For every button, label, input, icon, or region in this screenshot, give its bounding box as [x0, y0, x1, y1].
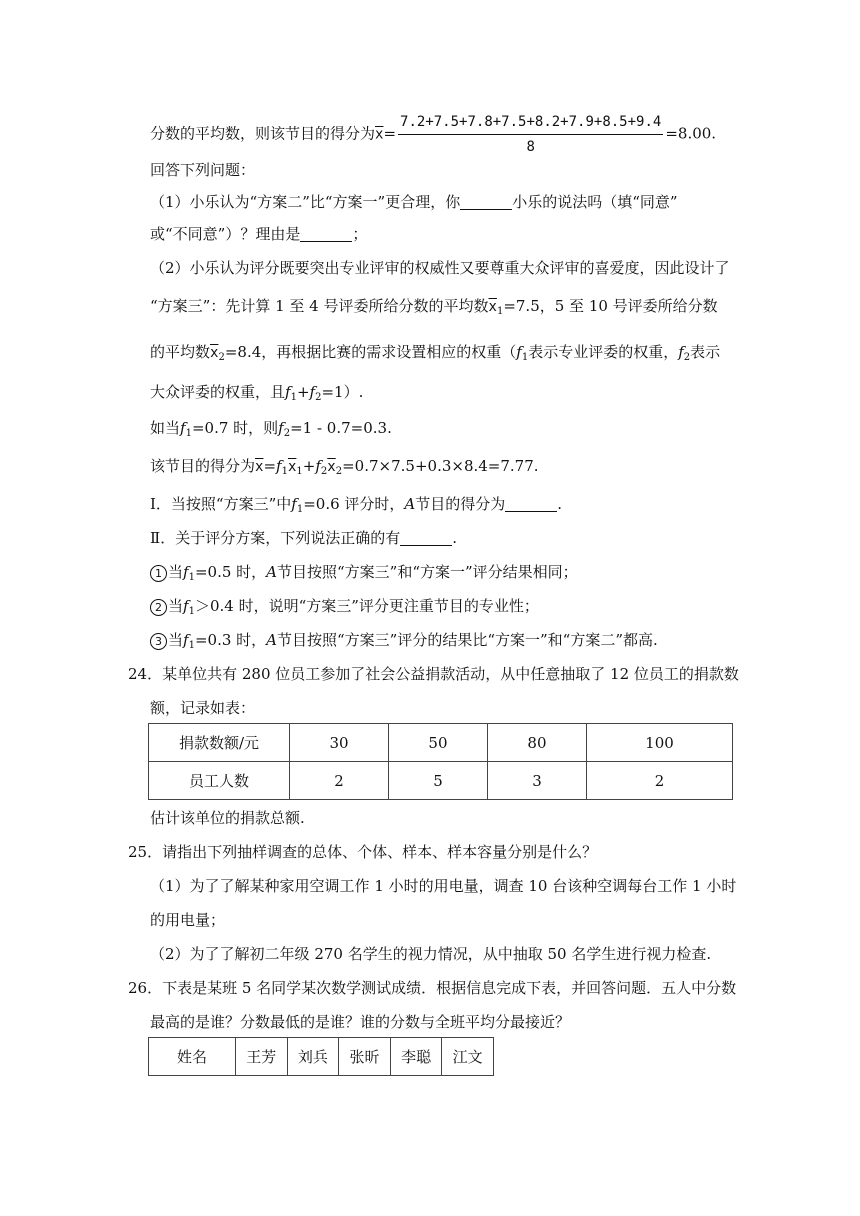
f-symbol: f [180, 419, 186, 437]
circled-number-1: 1 [150, 565, 167, 582]
fraction-denominator: 8 [526, 139, 535, 155]
intro-result: =8.00. [665, 124, 717, 143]
donation-table [148, 723, 733, 800]
q25-line4: （2）为了了解初二年级 270 名学生的视力情况，从中抽取 50 名学生进行视力检查. [150, 945, 712, 963]
subscript: 2 [683, 352, 691, 363]
q1-text-d: ； [352, 225, 368, 243]
fraction-numerator: 7.2+7.5+7.8+7.5+8.2+7.9+8.5+9.4 [398, 112, 663, 135]
q2-line2 [150, 296, 718, 322]
table-cell: 张昕 [339, 1038, 391, 1076]
x-bar-symbol: $\overline{x}$ [210, 345, 219, 361]
f-symbol: f [183, 597, 189, 615]
q2-text: =0.6 评分时， [303, 495, 405, 513]
q24-line2: 额，记录如表： [150, 699, 256, 717]
q2-example [150, 418, 392, 444]
subscript: 1 [185, 428, 192, 439]
subscript: 2 [315, 392, 322, 403]
table-cell: 捐款数额/元 [149, 724, 290, 762]
q2-text: =1 - 0.7=0.3. [290, 419, 392, 437]
q2-text: . [557, 495, 563, 513]
q2-text: 表示 [690, 343, 721, 361]
q25-line2: （1）为了了解某种家用空调工作 1 小时的用电量，调查 10 台该种空调每台工作 1 小时 [150, 877, 737, 895]
table-cell: 江文 [442, 1038, 494, 1076]
table-cell: 3 [487, 762, 586, 800]
subscript: 1 [188, 640, 195, 651]
q2-text: 节目按照“方案三”和“方案一”评分结果相同； [277, 563, 578, 581]
subscript: 1 [521, 352, 529, 363]
subscript: 1 [496, 306, 504, 317]
table-cell: 员工人数 [149, 762, 290, 800]
x-bar-symbol: $\overline{x}$ [327, 459, 336, 475]
q2-text: 节目按照“方案三”评分的结果比“方案一”和“方案二”都高. [277, 631, 658, 649]
table-cell: 2 [290, 762, 389, 800]
q26-line1: 26．下表是某班 5 名同学某次数学测试成绩．根据信息完成下表，并回答问题．五人中分数 [128, 979, 737, 997]
table-cell: 80 [487, 724, 586, 762]
option-1 [150, 562, 578, 588]
q2-part-I [150, 494, 562, 520]
answer-blank [460, 195, 512, 210]
table-cell: 100 [586, 724, 732, 762]
f-symbol: f [309, 383, 316, 401]
table-row [149, 1038, 494, 1076]
equals-sign: = [383, 124, 397, 143]
fraction [398, 112, 663, 157]
q2-text: 如当 [150, 419, 181, 437]
subscript: 1 [296, 504, 304, 515]
q2-text: ＞0.4 时，说明“方案三”评分更注重节目的专业性； [194, 597, 539, 615]
equals-sign: = [263, 457, 277, 475]
a-symbol: A [266, 563, 277, 581]
q1-line2 [150, 224, 367, 244]
q25-line1: 25．请指出下列抽样调查的总体、个体、样本、样本容量分别是什么？ [128, 843, 598, 861]
x-bar-symbol: $\overline{x}$ [488, 299, 497, 315]
q1-text-c: 或“不同意”）？理由是 [150, 225, 301, 243]
q2-part-II [150, 528, 457, 548]
f-symbol: f [516, 343, 522, 361]
q2-text: 表示专业评委的权重， [528, 343, 679, 361]
q26-line2: 最高的是谁？分数最低的是谁？谁的分数与全班平均分最接近？ [150, 1013, 571, 1031]
subscript: 2 [283, 428, 291, 439]
q2-text: =1）. [321, 383, 364, 401]
table-cell: 姓名 [149, 1038, 236, 1076]
f-symbol: f [291, 495, 297, 513]
option-2 [150, 596, 539, 622]
q25-line3: 的用电量； [150, 911, 226, 929]
q2-text: “方案三”：先计算 1 至 4 号评委所给分数的平均数 [150, 297, 489, 315]
q2-text: 当 [168, 631, 184, 649]
q24-line1: 24．某单位共有 280 位员工参加了社会公益捐款活动，从中任意抽取了 12 位员工的捐款数 [128, 665, 739, 683]
q2-text: 当 [168, 597, 184, 615]
table-cell: 30 [290, 724, 389, 762]
subscript: 1 [290, 392, 297, 403]
q2-text: =7.5，5 至 10 号评委所给分数 [503, 297, 718, 315]
subscript: 2 [218, 352, 225, 363]
table-cell: 王芳 [236, 1038, 288, 1076]
q2-text: =0.7 时，则 [191, 419, 279, 437]
q2-line4 [150, 382, 363, 408]
q2-text: Ⅰ．当按照“方案三”中 [150, 495, 292, 513]
answer-following: 回答下列问题： [150, 161, 256, 179]
circled-number-3: 3 [150, 633, 167, 650]
subscript: 1 [188, 572, 195, 583]
f-symbol: f [278, 419, 284, 437]
f-symbol: f [315, 457, 321, 475]
f-symbol: f [183, 563, 189, 581]
intro-formula-line [150, 112, 716, 157]
table-cell: 50 [388, 724, 487, 762]
table-cell: 刘兵 [287, 1038, 339, 1076]
q1-text-b: 小乐的说法吗（填“同意” [512, 193, 678, 211]
q2-text: 节目的得分为 [415, 495, 506, 513]
a-symbol: A [266, 631, 277, 649]
f-symbol: f [678, 343, 684, 361]
subscript: 2 [335, 466, 343, 477]
q2-line1: （2）小乐认为评分既要突出专业评审的权威性又要尊重大众评审的喜爱度，因此设计了 [150, 259, 730, 277]
f-symbol: f [276, 457, 282, 475]
answer-blank [300, 227, 352, 242]
q2-text: 当 [168, 563, 184, 581]
f-symbol: f [285, 383, 291, 401]
q2-text: . [452, 529, 457, 547]
table-row [149, 724, 733, 762]
subscript: 2 [320, 466, 328, 477]
q1-text-a: （1）小乐认为“方案二”比“方案一”更合理，你 [150, 193, 461, 211]
score-table [148, 1037, 494, 1076]
q2-text: =0.3 时， [194, 631, 267, 649]
answer-blank [505, 497, 557, 512]
q2-text: =0.7×7.5+0.3×8.4=7.77. [342, 457, 539, 475]
intro-prefix: 分数的平均数，则该节目的得分为 [150, 124, 376, 143]
subscript: 1 [296, 466, 303, 477]
table-cell: 李聪 [390, 1038, 442, 1076]
q2-score [150, 456, 539, 482]
table-cell: 5 [388, 762, 487, 800]
f-symbol: f [183, 631, 189, 649]
q2-text: =0.5 时， [194, 563, 267, 581]
plus-sign: + [296, 383, 310, 401]
answer-blank [400, 531, 452, 546]
q2-text: 大众评委的权重，且 [150, 383, 286, 401]
q2-text: 该节目的得分为 [150, 457, 256, 475]
table-cell: 2 [586, 762, 732, 800]
x-bar-symbol: $\overline{x}$ [375, 126, 384, 143]
q2-text: Ⅱ．关于评分方案，下列说法正确的有 [150, 529, 401, 547]
x-bar-symbol: $\overline{x}$ [287, 459, 297, 475]
circled-number-2: 2 [150, 599, 167, 616]
q2-text: 的平均数 [150, 343, 211, 361]
x-bar-symbol: $\overline{x}$ [255, 459, 264, 475]
table-row [149, 762, 733, 800]
q24-after: 估计该单位的捐款总额. [150, 809, 305, 827]
q2-line3 [150, 342, 720, 368]
subscript: 1 [188, 606, 195, 617]
plus-sign: + [302, 457, 316, 475]
q2-text: =8.4，再根据比赛的需求设置相应的权重（ [224, 343, 517, 361]
q1-line1 [150, 192, 678, 212]
subscript: 1 [281, 466, 288, 477]
a-symbol: A [404, 495, 416, 513]
option-3 [150, 630, 658, 656]
